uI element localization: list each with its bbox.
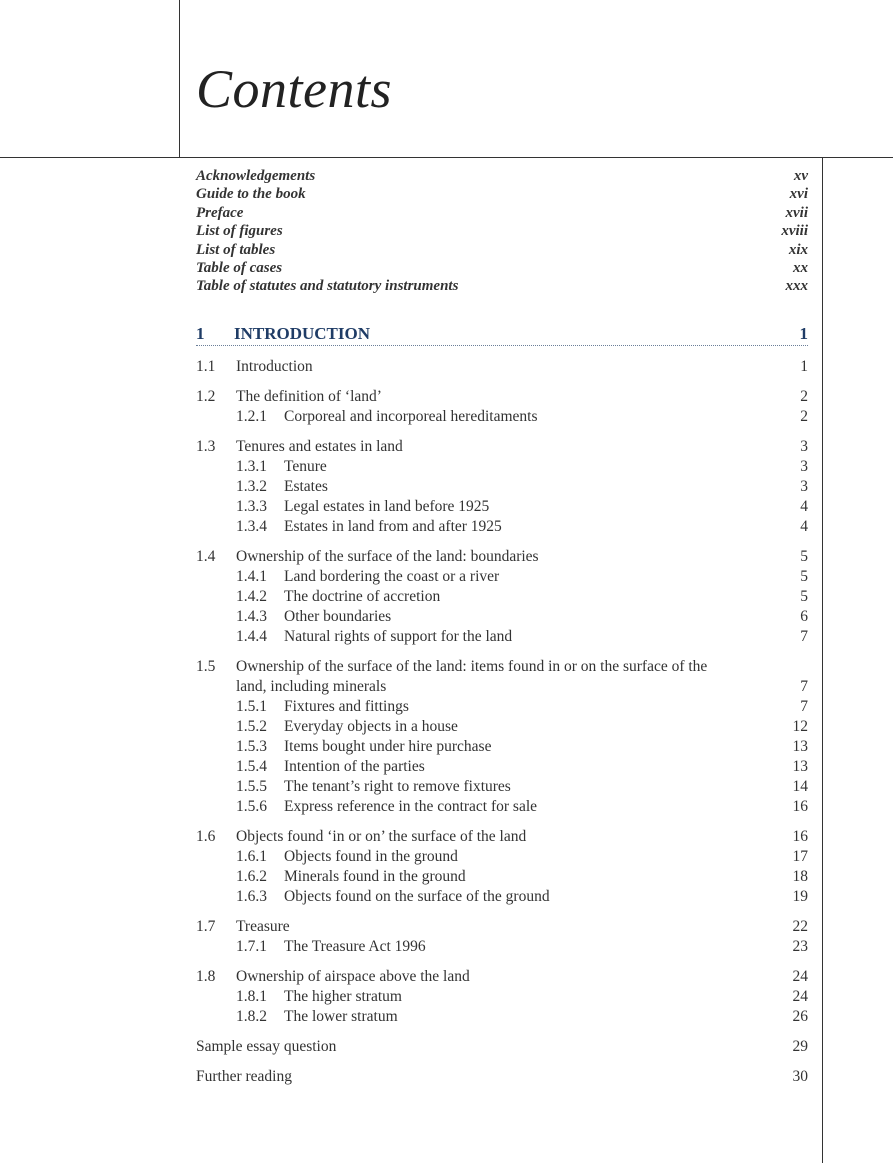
section-gap [196,1057,808,1067]
subsection-number: 1.6.3 [236,888,267,905]
subsection-page: 5 [800,588,808,605]
subsection-indent [196,1007,236,1027]
subsection-number: 1.6.1 [236,848,267,865]
subsection-indent [196,937,236,957]
subsection-number: 1.3.4 [236,518,267,535]
end-matter-page: 29 [792,1038,808,1055]
section-gap [196,377,808,387]
subsection-number: 1.2.1 [236,408,267,425]
section-title: Ownership of the surface of the land: items found in or on the surface of the [236,658,708,675]
subsection-indent [196,407,236,427]
subsection-number: 1.3.1 [236,458,267,475]
subsection-indent [196,697,236,717]
subsection-title: Minerals found in the ground [284,868,466,885]
front-matter-page: xix [788,241,808,258]
subsection-number: 1.5.3 [236,738,267,755]
subsection-indent [196,867,236,887]
section-page: 1 [800,358,808,375]
subsection-row[interactable] [196,777,808,797]
subsection-row[interactable] [196,607,808,627]
subsection-number: 1.8.1 [236,988,267,1005]
section-number: 1.4 [196,548,216,565]
front-matter-page: xvii [785,204,808,221]
section-number: 1.3 [196,438,216,455]
subsection-row[interactable] [196,797,808,817]
subsection-title: Intention of the parties [284,758,425,775]
section-page: 2 [800,388,808,405]
section-title: The definition of ‘land’ [236,388,382,405]
subsection-title: Estates [284,478,328,495]
section-number: 1.8 [196,968,216,985]
subsection-indent [196,477,236,497]
subsection-title: Items bought under hire purchase [284,738,492,755]
section-row[interactable] [196,917,808,937]
subsection-row[interactable] [196,567,808,587]
subsection-number: 1.8.2 [236,1008,267,1025]
section-page: 16 [792,828,808,845]
section-number: 1.5 [196,658,216,675]
section-row[interactable] [196,967,808,987]
subsection-indent [196,847,236,867]
front-matter-label: Table of cases [196,260,283,277]
section-title: Objects found ‘in or on’ the surface of the land [236,828,527,845]
end-matter-title: Further reading [196,1068,292,1085]
subsection-indent [196,457,236,477]
subsection-title: Other boundaries [284,608,392,625]
front-matter-label: List of figures [196,223,283,240]
subsection-page: 4 [800,498,808,515]
section-title: Tenures and estates in land [236,438,403,455]
subsection-row[interactable] [196,697,808,717]
subsection-title: Everyday objects in a house [284,718,458,735]
end-matter-row[interactable] [196,1037,808,1057]
subsection-number: 1.5.5 [236,778,267,795]
page-title: Contents [196,59,393,119]
front-matter-item[interactable] [196,204,808,222]
subsection-title: Objects found in the ground [284,848,458,865]
subsection-indent [196,737,236,757]
subsection-title: The higher stratum [284,988,402,1005]
front-matter-item[interactable] [196,241,808,259]
section-title: Introduction [236,358,313,375]
subsection-title: Corporeal and incorporeal hereditaments [284,408,538,425]
subsection-page: 26 [792,1008,808,1025]
subsection-page: 6 [800,608,808,625]
subsection-row[interactable] [196,407,808,427]
subsection-title: Land bordering the coast or a river [284,568,500,585]
front-matter-label: Acknowledgements [196,168,316,184]
end-matter-title: Sample essay question [196,1038,337,1055]
subsection-indent [196,987,236,1007]
subsection-title: The Treasure Act 1996 [284,938,426,955]
front-matter-item[interactable] [196,277,808,295]
subsection-row[interactable] [196,477,808,497]
subsection-row[interactable] [196,627,808,647]
subsection-indent [196,607,236,627]
subsection-row[interactable] [196,717,808,737]
section-row[interactable] [196,547,808,567]
section-gap [196,957,808,967]
subsection-title: The lower stratum [284,1008,398,1025]
subsection-page: 7 [800,628,808,645]
section-row[interactable] [196,357,808,377]
front-matter-label: Preface [196,204,244,221]
subsection-row[interactable] [196,937,808,957]
subsection-page: 14 [792,778,808,795]
section-page: 3 [800,438,808,455]
end-matter-row[interactable] [196,1067,808,1087]
section-page: 24 [792,968,808,985]
section-gap [196,1027,808,1037]
section-title: Treasure [236,918,290,935]
subsection-row[interactable] [196,847,808,867]
subsection-indent [196,717,236,737]
end-matter-page: 30 [792,1068,808,1085]
subsection-indent [196,567,236,587]
section-number: 1.6 [196,828,216,845]
subsection-page: 3 [800,478,808,495]
subsection-page: 12 [792,718,808,735]
subsection-page: 5 [800,568,808,585]
subsection-number: 1.4.4 [236,628,267,645]
front-matter-page: xx [793,260,808,277]
subsection-number: 1.5.4 [236,758,267,775]
subsection-number: 1.7.1 [236,938,267,955]
subsection-page: 19 [792,888,808,905]
chapter-heading[interactable] [196,324,808,346]
section-gap [196,427,808,437]
front-matter-item[interactable] [196,185,808,203]
subsection-indent [196,797,236,817]
front-matter-label: Guide to the book [196,186,306,203]
section-row[interactable] [196,387,808,407]
subsection-row[interactable] [196,887,808,907]
section-number: 1.2 [196,388,216,405]
subsection-page: 23 [792,938,808,955]
section-page-blank [768,657,808,677]
subsection-title: Objects found on the surface of the ground [284,888,550,905]
subsection-number: 1.5.6 [236,798,267,815]
subsection-row[interactable] [196,987,808,1007]
front-matter-page: xxx [785,278,808,295]
chapter-number: 1 [196,324,205,343]
subsection-row[interactable] [196,1007,808,1027]
front-matter-item[interactable] [196,222,808,240]
subsection-number: 1.5.1 [236,698,267,715]
subsection-title: Express reference in the contract for sale [284,798,538,815]
front-matter-item[interactable] [196,259,808,277]
section-gap [196,907,808,917]
subsection-title: Natural rights of support for the land [284,628,513,645]
subsection-row[interactable] [196,497,808,517]
subsection-indent [196,627,236,647]
chapter-page: 1 [799,324,808,343]
subsection-page: 18 [792,868,808,885]
subsection-number: 1.4.3 [236,608,267,625]
section-row[interactable] [196,657,808,677]
section-gap [196,647,808,657]
section-row[interactable] [196,437,808,457]
subsection-number: 1.5.2 [236,718,267,735]
front-matter-page: xv [793,168,808,184]
subsection-page: 24 [792,988,808,1005]
section-gap [196,537,808,547]
subsection-row[interactable] [196,517,808,537]
section-title: Ownership of the surface of the land: boundaries [236,548,539,565]
section-number: 1.1 [196,358,216,375]
left-margin-rule [179,0,180,158]
subsection-indent [196,757,236,777]
subsection-page: 16 [792,798,808,815]
section-page: 7 [800,678,808,695]
subsection-indent [196,517,236,537]
subsection-row[interactable] [196,587,808,607]
subsection-title: Fixtures and fittings [284,698,409,715]
section-gap [196,817,808,827]
front-matter-page: xvi [789,186,808,203]
subsection-row[interactable] [196,737,808,757]
subsection-indent [196,777,236,797]
front-matter-page: xviii [781,223,808,240]
section-title-continued: land, including minerals [236,678,387,695]
table-of-contents [196,357,808,1087]
subsection-page: 7 [800,698,808,715]
subsection-page: 13 [792,738,808,755]
front-matter-label: Table of statutes and statutory instruments [196,278,459,295]
subsection-row[interactable] [196,757,808,777]
subsection-page: 2 [800,408,808,425]
section-row[interactable] [196,827,808,847]
subsection-indent [196,587,236,607]
right-margin-rule [822,158,823,1163]
subsection-row[interactable] [196,867,808,887]
section-page: 5 [800,548,808,565]
subsection-indent [196,497,236,517]
subsection-title: Legal estates in land before 1925 [284,498,490,515]
subsection-page: 17 [792,848,808,865]
subsection-title: The doctrine of accretion [284,588,441,605]
subsection-page: 3 [800,458,808,475]
subsection-row[interactable] [196,457,808,477]
subsection-number: 1.4.1 [236,568,267,585]
subsection-title: Tenure [284,458,327,475]
section-title: Ownership of airspace above the land [236,968,470,985]
section-number: 1.7 [196,918,216,935]
subsection-number: 1.3.2 [236,478,267,495]
header-rule [0,157,893,158]
front-matter-list [196,167,808,296]
front-matter-label: List of tables [196,241,276,258]
section-row-continued[interactable] [196,677,808,697]
subsection-title: Estates in land from and after 1925 [284,518,502,535]
subsection-page: 4 [800,518,808,535]
subsection-number: 1.3.3 [236,498,267,515]
section-number-blank [196,677,236,697]
subsection-indent [196,887,236,907]
front-matter-item[interactable] [196,167,808,185]
chapter-title: INTRODUCTION [234,324,371,343]
subsection-number: 1.6.2 [236,868,267,885]
subsection-number: 1.4.2 [236,588,267,605]
subsection-title: The tenant’s right to remove fixtures [284,778,511,795]
subsection-page: 13 [792,758,808,775]
section-page: 22 [792,918,808,935]
